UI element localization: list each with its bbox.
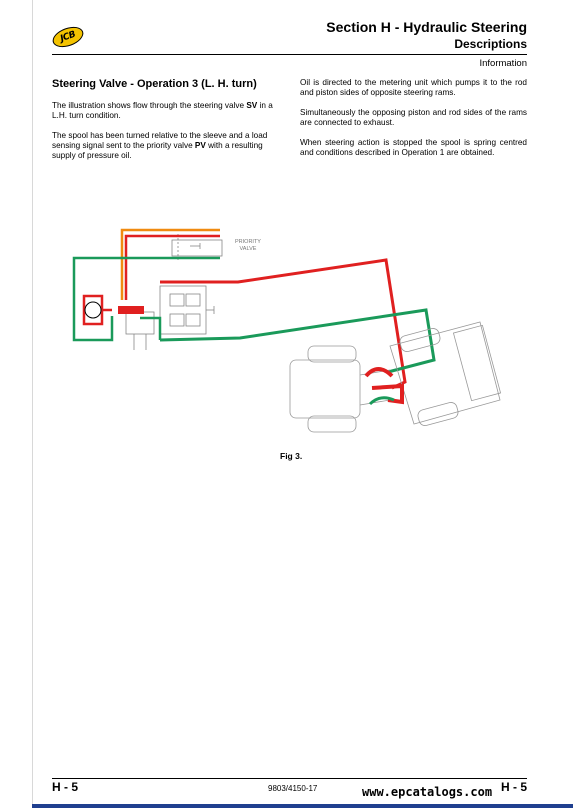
left-column bbox=[52, 78, 282, 171]
paragraph-oil-directed: Oil is directed to the metering unit which pumps it to the rod and piston sides of opposite steering rams. bbox=[300, 78, 527, 97]
figure-caption: Fig 3. bbox=[280, 451, 303, 461]
pv-code: PV bbox=[194, 141, 206, 150]
operation-heading: Steering Valve - Operation 3 (L. H. turn) bbox=[52, 78, 257, 90]
jcb-logo: JCB bbox=[50, 23, 86, 51]
footer-rule bbox=[52, 778, 527, 779]
paragraph-spool: The spool has been turned relative to the sleeve and a load sensing signal sent to the priority valve PV with a resulting supply of pressure oil. bbox=[52, 131, 268, 160]
priority-label-1: PRIORITY bbox=[235, 239, 261, 245]
document-number: 9803/4150-17 bbox=[268, 784, 318, 793]
section-title: Section H - Hydraulic Steering bbox=[326, 19, 527, 35]
priority-label-2: VALVE bbox=[239, 246, 257, 252]
exhaust-tank-line bbox=[140, 318, 160, 340]
load-signal-line bbox=[122, 230, 220, 300]
header-rule bbox=[52, 54, 527, 55]
pressure-to-ram-line bbox=[160, 260, 405, 388]
machine-outline bbox=[290, 322, 501, 432]
spool-pressure-port bbox=[118, 306, 144, 314]
page-number-right: H - 5 bbox=[500, 780, 527, 794]
sv-code: SV bbox=[246, 101, 258, 110]
paragraph-illustration: The illustration shows flow through the steering valve SV in a L.H. turn condition. bbox=[52, 101, 273, 120]
steering-rams bbox=[366, 369, 402, 404]
paragraph-spring-centred: When steering action is stopped the spool is spring centred and conditions described in Operation 1 are obtained. bbox=[300, 138, 527, 157]
metering-unit bbox=[84, 296, 102, 324]
page-number-left: H - 5 bbox=[52, 780, 79, 794]
steering-circuit-diagram bbox=[0, 210, 573, 450]
section-subtitle: Descriptions bbox=[454, 37, 527, 51]
exhaust-return-top bbox=[74, 258, 220, 340]
paragraph-simultaneous: Simultaneously the opposing piston and rod sides of the rams are connected to exhaust. bbox=[300, 108, 527, 127]
watermark-link[interactable]: www.epcatalogs.com bbox=[362, 785, 493, 799]
footer-color-bar bbox=[32, 804, 573, 808]
right-column bbox=[300, 78, 527, 168]
info-label: Information bbox=[479, 58, 527, 69]
exhaust-to-ram-line bbox=[160, 310, 434, 372]
